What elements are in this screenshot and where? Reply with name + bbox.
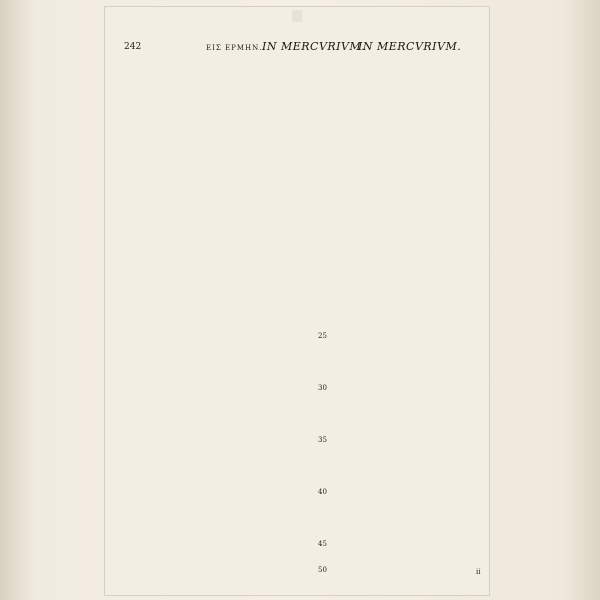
margin-number: 25 [318, 332, 327, 340]
latin-text-line [326, 140, 482, 150]
greek-text-line [124, 221, 316, 231]
latin-text-line [326, 364, 482, 374]
greek-text-line [124, 537, 316, 547]
greek-text-line [124, 364, 316, 374]
latin-text-line [326, 303, 482, 313]
margin-number: 35 [318, 436, 327, 444]
latin-text-line [326, 374, 482, 384]
latin-text-line [326, 537, 482, 547]
greek-text-line [124, 333, 316, 343]
greek-text-line [124, 353, 316, 363]
signature-mark: ii [476, 568, 481, 576]
latin-text-line [326, 231, 482, 241]
latin-text-line [326, 262, 482, 272]
greek-text-line [124, 496, 316, 506]
greek-text-line [124, 180, 316, 190]
latin-text-line [326, 89, 482, 99]
margin-number: 30 [318, 384, 327, 392]
latin-text-line [326, 415, 482, 425]
latin-text-line [326, 211, 482, 221]
greek-text-line [124, 445, 316, 455]
greek-text-line [124, 201, 316, 211]
latin-text-line [326, 150, 482, 160]
latin-text-line [326, 353, 482, 363]
margin-number: 50 [318, 566, 327, 574]
latin-text-line [326, 272, 482, 282]
latin-text-line [326, 435, 482, 445]
latin-text-column [326, 58, 482, 578]
running-head-latin-left: IN MERCVRIVM. [262, 40, 366, 53]
latin-text-line [326, 557, 482, 567]
greek-text-line [124, 415, 316, 425]
latin-text-line [326, 343, 482, 353]
latin-text-line [326, 333, 482, 343]
greek-text-line [124, 394, 316, 404]
latin-text-line [326, 425, 482, 435]
page-number: 242 [124, 42, 142, 52]
latin-text-line [326, 78, 482, 88]
latin-text-line [326, 323, 482, 333]
greek-text-line [124, 89, 316, 99]
latin-text-line [326, 547, 482, 557]
greek-text-line [124, 567, 316, 577]
latin-text-line [326, 313, 482, 323]
greek-text-line [124, 506, 316, 516]
greek-text-line [124, 292, 316, 302]
greek-text-line [124, 486, 316, 496]
greek-text-line [124, 68, 316, 78]
greek-text-line [124, 170, 316, 180]
greek-text-line [124, 58, 316, 68]
greek-text-line [124, 150, 316, 160]
greek-text-line [124, 527, 316, 537]
latin-text-line [326, 527, 482, 537]
latin-text-line [326, 119, 482, 129]
greek-text-column [124, 58, 316, 578]
greek-text-line [124, 272, 316, 282]
margin-number: 45 [318, 540, 327, 548]
latin-text-line [326, 404, 482, 414]
latin-text-line [326, 68, 482, 78]
latin-text-line [326, 160, 482, 170]
latin-text-line [326, 99, 482, 109]
greek-text-line [124, 374, 316, 384]
greek-text-line [124, 160, 316, 170]
latin-text-line [326, 567, 482, 577]
greek-text-line [124, 241, 316, 251]
greek-text-line [124, 547, 316, 557]
latin-text-line [326, 221, 482, 231]
latin-text-line [326, 252, 482, 262]
greek-text-line [124, 231, 316, 241]
greek-text-line [124, 343, 316, 353]
latin-text-line [326, 455, 482, 465]
greek-text-line [124, 190, 316, 200]
latin-text-line [326, 190, 482, 200]
greek-text-line [124, 384, 316, 394]
greek-text-line [124, 323, 316, 333]
running-head-latin-right: IN MERCVRIVM. [358, 40, 462, 53]
greek-text-line [124, 313, 316, 323]
greek-text-line [124, 99, 316, 109]
greek-text-line [124, 262, 316, 272]
greek-text-line [124, 404, 316, 414]
latin-text-line [326, 282, 482, 292]
greek-text-line [124, 455, 316, 465]
latin-text-line [326, 394, 482, 404]
margin-number: 40 [318, 488, 327, 496]
greek-text-line [124, 140, 316, 150]
greek-text-line [124, 516, 316, 526]
greek-text-line [124, 129, 316, 139]
latin-text-line [326, 496, 482, 506]
greek-text-line [124, 282, 316, 292]
running-head-greek: ΕΙΣ ΕΡΜΗΝ. [206, 44, 263, 52]
latin-text-line [326, 129, 482, 139]
latin-text-line [326, 109, 482, 119]
latin-text-line [326, 384, 482, 394]
greek-text-line [124, 466, 316, 476]
latin-text-line [326, 466, 482, 476]
latin-text-line [326, 241, 482, 251]
latin-text-line [326, 476, 482, 486]
latin-text-line [326, 58, 482, 68]
latin-text-line [326, 486, 482, 496]
latin-text-line [326, 506, 482, 516]
greek-text-line [124, 109, 316, 119]
latin-text-line [326, 201, 482, 211]
greek-text-line [124, 252, 316, 262]
greek-text-line [124, 119, 316, 129]
greek-text-line [124, 476, 316, 486]
greek-text-line [124, 557, 316, 567]
greek-text-line [124, 435, 316, 445]
latin-text-line [326, 292, 482, 302]
greek-text-line [124, 211, 316, 221]
greek-text-line [124, 78, 316, 88]
latin-text-line [326, 445, 482, 455]
page-tab [292, 10, 302, 22]
latin-text-line [326, 516, 482, 526]
latin-text-line [326, 180, 482, 190]
latin-text-line [326, 170, 482, 180]
greek-text-line [124, 425, 316, 435]
greek-text-line [124, 303, 316, 313]
